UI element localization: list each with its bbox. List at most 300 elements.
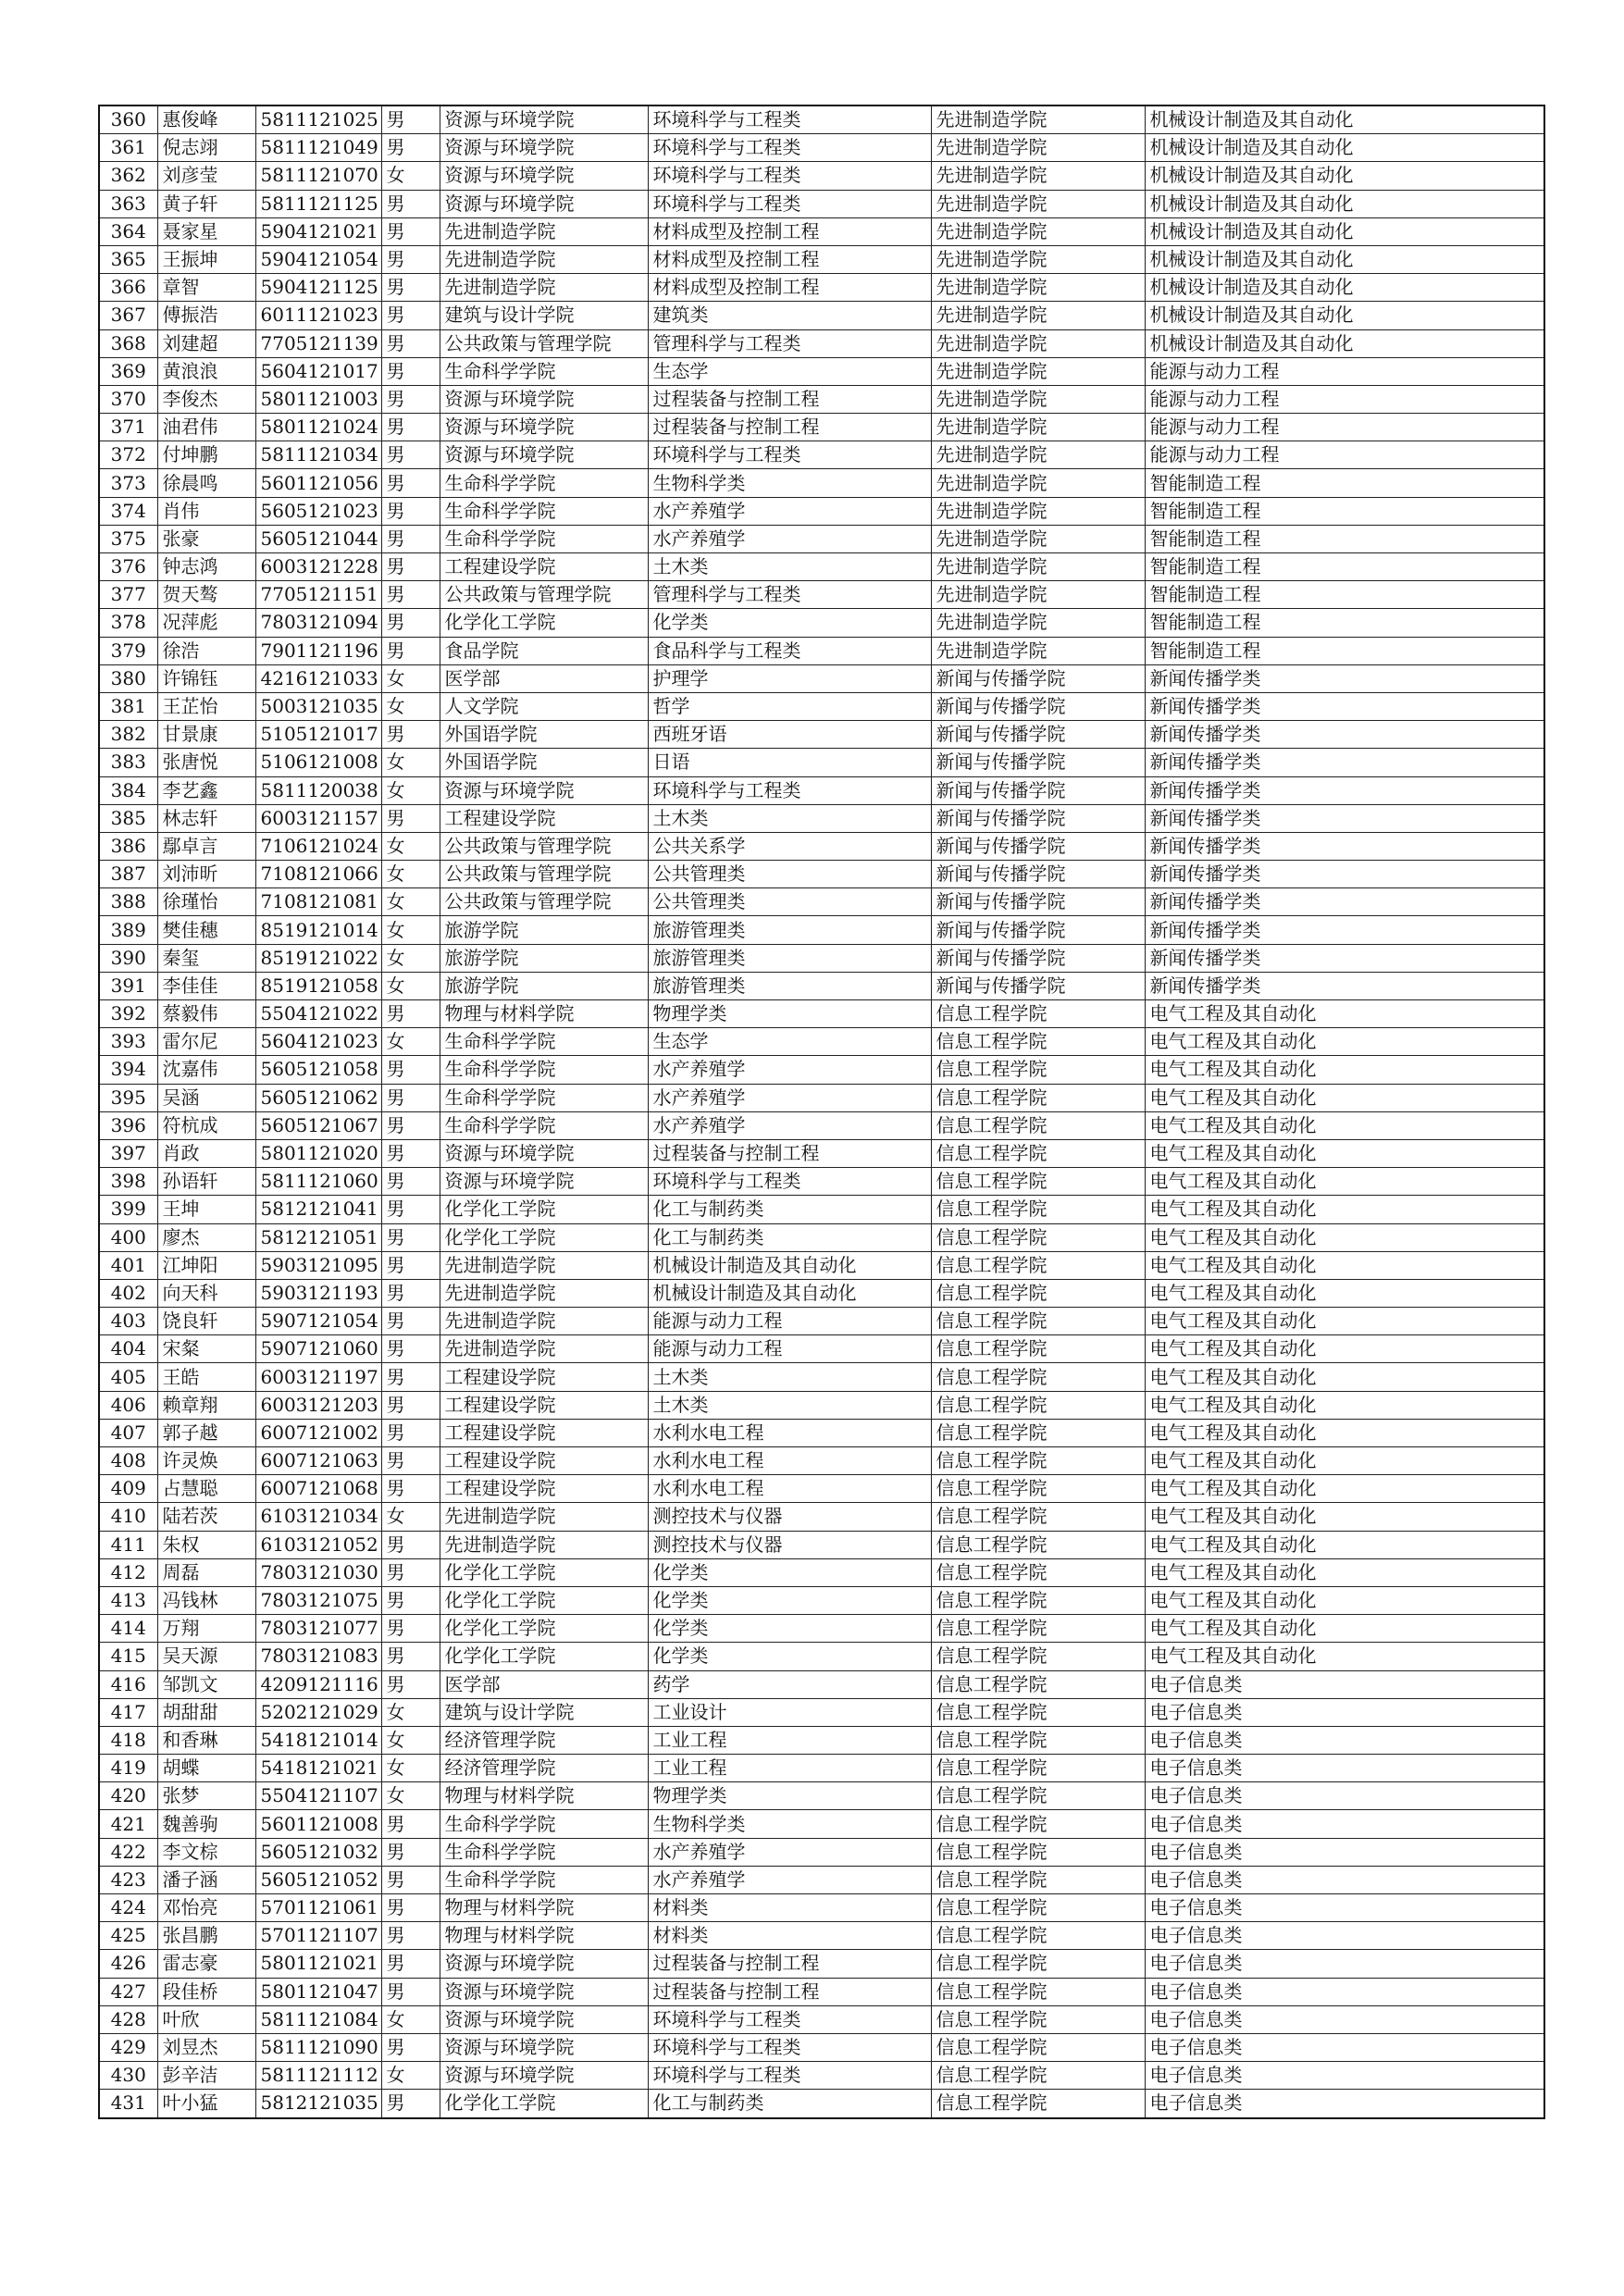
table-row <box>99 972 1544 999</box>
gender-cell: 女 <box>381 1782 440 1810</box>
table-row <box>99 497 1544 525</box>
target-college-cell: 信息工程学院 <box>931 1251 1145 1279</box>
original-major-cell: 哲学 <box>648 692 931 720</box>
gender-cell: 女 <box>381 1726 440 1754</box>
original-college-cell: 生命科学学院 <box>440 1111 648 1139</box>
student-id-cell: 5811121049 <box>255 134 381 162</box>
target-major-cell: 新闻传播学类 <box>1145 888 1544 916</box>
target-college-cell: 信息工程学院 <box>931 1726 1145 1754</box>
original-college-cell: 先进制造学院 <box>440 217 648 245</box>
student-id-cell: 8519121058 <box>255 972 381 999</box>
table-row <box>99 1615 1544 1643</box>
original-college-cell: 资源与环境学院 <box>440 134 648 162</box>
gender-cell: 男 <box>381 1838 440 1866</box>
original-major-cell: 水利水电工程 <box>648 1447 931 1475</box>
target-major-cell: 电气工程及其自动化 <box>1145 1391 1544 1419</box>
target-major-cell: 电气工程及其自动化 <box>1145 1279 1544 1307</box>
student-id-cell: 5605121067 <box>255 1111 381 1139</box>
original-major-cell: 土木类 <box>648 804 931 832</box>
target-major-cell: 电子信息类 <box>1145 1755 1544 1782</box>
target-college-cell: 新闻与传播学院 <box>931 776 1145 804</box>
target-major-cell: 电子信息类 <box>1145 1698 1544 1726</box>
target-college-cell: 先进制造学院 <box>931 134 1145 162</box>
student-id-cell: 5418121021 <box>255 1755 381 1782</box>
target-college-cell: 信息工程学院 <box>931 1279 1145 1307</box>
gender-cell: 男 <box>381 245 440 273</box>
original-college-cell: 生命科学学院 <box>440 1056 648 1084</box>
row-number-cell: 424 <box>99 1894 157 1922</box>
student-name-cell: 王皓 <box>157 1363 255 1391</box>
table-row <box>99 2062 1544 2090</box>
target-college-cell: 信息工程学院 <box>931 1111 1145 1139</box>
table-row <box>99 1447 1544 1475</box>
gender-cell: 男 <box>381 1084 440 1111</box>
student-id-cell: 6007121063 <box>255 1447 381 1475</box>
table-row <box>99 749 1544 776</box>
original-college-cell: 工程建设学院 <box>440 1447 648 1475</box>
table-row <box>99 861 1544 888</box>
table-row <box>99 105 1544 134</box>
student-name-cell: 吴涵 <box>157 1084 255 1111</box>
row-number-cell: 405 <box>99 1363 157 1391</box>
row-number-cell: 403 <box>99 1308 157 1335</box>
original-major-cell: 工业工程 <box>648 1726 931 1754</box>
student-id-cell: 7705121139 <box>255 329 381 357</box>
gender-cell: 男 <box>381 190 440 217</box>
student-name-cell: 邹凯文 <box>157 1670 255 1698</box>
gender-cell: 女 <box>381 692 440 720</box>
target-college-cell: 新闻与传播学院 <box>931 664 1145 692</box>
gender-cell: 男 <box>381 1558 440 1586</box>
table-row <box>99 1670 1544 1698</box>
table-row <box>99 245 1544 273</box>
row-number-cell: 364 <box>99 217 157 245</box>
row-number-cell: 415 <box>99 1643 157 1670</box>
target-college-cell: 信息工程学院 <box>931 1503 1145 1531</box>
student-id-cell: 6003121157 <box>255 804 381 832</box>
table-row <box>99 1475 1544 1503</box>
original-college-cell: 生命科学学院 <box>440 1810 648 1838</box>
original-college-cell: 食品学院 <box>440 637 648 664</box>
original-major-cell: 西班牙语 <box>648 721 931 749</box>
target-major-cell: 机械设计制造及其自动化 <box>1145 105 1544 134</box>
target-college-cell: 先进制造学院 <box>931 217 1145 245</box>
target-major-cell: 电子信息类 <box>1145 1670 1544 1698</box>
target-major-cell: 电子信息类 <box>1145 2033 1544 2061</box>
target-major-cell: 能源与动力工程 <box>1145 357 1544 385</box>
row-number-cell: 408 <box>99 1447 157 1475</box>
student-id-cell: 5801121047 <box>255 1978 381 2005</box>
gender-cell: 女 <box>381 776 440 804</box>
table-body <box>99 105 1544 2118</box>
row-number-cell: 361 <box>99 134 157 162</box>
student-id-cell: 7803121077 <box>255 1615 381 1643</box>
student-id-cell: 7901121196 <box>255 637 381 664</box>
target-college-cell: 信息工程学院 <box>931 1475 1145 1503</box>
gender-cell: 女 <box>381 2062 440 2090</box>
student-name-cell: 肖伟 <box>157 497 255 525</box>
original-college-cell: 生命科学学院 <box>440 357 648 385</box>
target-major-cell: 机械设计制造及其自动化 <box>1145 302 1544 329</box>
row-number-cell: 407 <box>99 1419 157 1446</box>
target-college-cell: 信息工程学院 <box>931 1419 1145 1446</box>
original-college-cell: 资源与环境学院 <box>440 1950 648 1978</box>
target-major-cell: 电气工程及其自动化 <box>1145 1503 1544 1531</box>
original-major-cell: 过程装备与控制工程 <box>648 385 931 413</box>
target-major-cell: 电气工程及其自动化 <box>1145 1056 1544 1084</box>
original-college-cell: 资源与环境学院 <box>440 441 648 469</box>
student-name-cell: 朱权 <box>157 1531 255 1558</box>
original-major-cell: 环境科学与工程类 <box>648 105 931 134</box>
original-major-cell: 水产养殖学 <box>648 1111 931 1139</box>
table-row <box>99 1838 1544 1866</box>
row-number-cell: 371 <box>99 414 157 441</box>
original-major-cell: 生态学 <box>648 357 931 385</box>
student-id-cell: 5904121054 <box>255 245 381 273</box>
target-college-cell: 先进制造学院 <box>931 162 1145 190</box>
original-college-cell: 物理与材料学院 <box>440 1782 648 1810</box>
student-name-cell: 叶小猛 <box>157 2090 255 2118</box>
table-row <box>99 385 1544 413</box>
original-major-cell: 生物科学类 <box>648 469 931 497</box>
student-id-cell: 5811121125 <box>255 190 381 217</box>
target-college-cell: 先进制造学院 <box>931 245 1145 273</box>
original-major-cell: 环境科学与工程类 <box>648 1168 931 1196</box>
target-college-cell: 信息工程学院 <box>931 1950 1145 1978</box>
table-row <box>99 832 1544 860</box>
original-college-cell: 建筑与设计学院 <box>440 1698 648 1726</box>
row-number-cell: 421 <box>99 1810 157 1838</box>
original-college-cell: 医学部 <box>440 664 648 692</box>
gender-cell: 男 <box>381 1196 440 1223</box>
student-id-cell: 7803121083 <box>255 1643 381 1670</box>
target-college-cell: 信息工程学院 <box>931 1838 1145 1866</box>
student-id-cell: 5801121021 <box>255 1950 381 1978</box>
original-college-cell: 资源与环境学院 <box>440 190 648 217</box>
gender-cell: 男 <box>381 1335 440 1363</box>
student-id-cell: 6003121228 <box>255 553 381 581</box>
table-row <box>99 1643 1544 1670</box>
target-major-cell: 新闻传播学类 <box>1145 721 1544 749</box>
table-row <box>99 1950 1544 1978</box>
gender-cell: 男 <box>381 1447 440 1475</box>
row-number-cell: 377 <box>99 581 157 609</box>
target-major-cell: 新闻传播学类 <box>1145 692 1544 720</box>
student-id-cell: 5202121029 <box>255 1698 381 1726</box>
original-major-cell: 公共关系学 <box>648 832 931 860</box>
student-name-cell: 林志轩 <box>157 804 255 832</box>
original-major-cell: 水产养殖学 <box>648 497 931 525</box>
original-major-cell: 过程装备与控制工程 <box>648 414 931 441</box>
original-college-cell: 先进制造学院 <box>440 1531 648 1558</box>
student-id-cell: 5812121041 <box>255 1196 381 1223</box>
original-college-cell: 外国语学院 <box>440 749 648 776</box>
original-major-cell: 能源与动力工程 <box>648 1308 931 1335</box>
target-major-cell: 新闻传播学类 <box>1145 916 1544 944</box>
original-college-cell: 资源与环境学院 <box>440 162 648 190</box>
target-college-cell: 信息工程学院 <box>931 1558 1145 1586</box>
target-college-cell: 信息工程学院 <box>931 1615 1145 1643</box>
target-major-cell: 电子信息类 <box>1145 1726 1544 1754</box>
student-id-cell: 5701121061 <box>255 1894 381 1922</box>
original-college-cell: 化学化工学院 <box>440 1196 648 1223</box>
original-college-cell: 建筑与设计学院 <box>440 302 648 329</box>
gender-cell: 男 <box>381 274 440 302</box>
student-name-cell: 陆若茨 <box>157 1503 255 1531</box>
original-college-cell: 先进制造学院 <box>440 1308 648 1335</box>
row-number-cell: 378 <box>99 609 157 637</box>
target-major-cell: 电气工程及其自动化 <box>1145 1251 1544 1279</box>
original-college-cell: 公共政策与管理学院 <box>440 581 648 609</box>
student-name-cell: 江坤阳 <box>157 1251 255 1279</box>
target-major-cell: 机械设计制造及其自动化 <box>1145 134 1544 162</box>
target-major-cell: 电气工程及其自动化 <box>1145 1168 1544 1196</box>
original-college-cell: 化学化工学院 <box>440 1643 648 1670</box>
gender-cell: 男 <box>381 1223 440 1251</box>
student-name-cell: 刘建超 <box>157 329 255 357</box>
table-row <box>99 274 1544 302</box>
student-id-cell: 5701121107 <box>255 1922 381 1950</box>
target-college-cell: 信息工程学院 <box>931 1810 1145 1838</box>
student-name-cell: 贺天骜 <box>157 581 255 609</box>
original-major-cell: 过程装备与控制工程 <box>648 1139 931 1167</box>
target-major-cell: 能源与动力工程 <box>1145 441 1544 469</box>
target-major-cell: 机械设计制造及其自动化 <box>1145 217 1544 245</box>
student-name-cell: 饶良轩 <box>157 1308 255 1335</box>
row-number-cell: 366 <box>99 274 157 302</box>
original-major-cell: 化学类 <box>648 1615 931 1643</box>
target-college-cell: 先进制造学院 <box>931 637 1145 664</box>
target-major-cell: 电子信息类 <box>1145 2090 1544 2118</box>
gender-cell: 女 <box>381 1755 440 1782</box>
student-id-cell: 5801121024 <box>255 414 381 441</box>
original-major-cell: 环境科学与工程类 <box>648 134 931 162</box>
gender-cell: 男 <box>381 1419 440 1446</box>
target-major-cell: 新闻传播学类 <box>1145 664 1544 692</box>
row-number-cell: 399 <box>99 1196 157 1223</box>
row-number-cell: 420 <box>99 1782 157 1810</box>
student-id-cell: 7108121081 <box>255 888 381 916</box>
original-major-cell: 环境科学与工程类 <box>648 2033 931 2061</box>
table-row <box>99 2005 1544 2033</box>
target-college-cell: 信息工程学院 <box>931 1084 1145 1111</box>
target-major-cell: 电气工程及其自动化 <box>1145 1447 1544 1475</box>
gender-cell: 男 <box>381 1308 440 1335</box>
student-name-cell: 沈嘉伟 <box>157 1056 255 1084</box>
original-major-cell: 水产养殖学 <box>648 1866 931 1893</box>
student-id-cell: 5605121062 <box>255 1084 381 1111</box>
row-number-cell: 395 <box>99 1084 157 1111</box>
original-major-cell: 生态学 <box>648 1028 931 1056</box>
gender-cell: 女 <box>381 664 440 692</box>
gender-cell: 男 <box>381 2033 440 2061</box>
gender-cell: 男 <box>381 2090 440 2118</box>
row-number-cell: 411 <box>99 1531 157 1558</box>
student-name-cell: 向天科 <box>157 1279 255 1307</box>
original-college-cell: 先进制造学院 <box>440 1279 648 1307</box>
student-name-cell: 胡甜甜 <box>157 1698 255 1726</box>
original-major-cell: 材料成型及控制工程 <box>648 245 931 273</box>
table-row <box>99 1894 1544 1922</box>
student-id-cell: 5604121017 <box>255 357 381 385</box>
original-college-cell: 化学化工学院 <box>440 1223 648 1251</box>
student-id-cell: 6011121023 <box>255 302 381 329</box>
student-name-cell: 孙语轩 <box>157 1168 255 1196</box>
gender-cell: 女 <box>381 916 440 944</box>
table-row <box>99 916 1544 944</box>
row-number-cell: 414 <box>99 1615 157 1643</box>
target-college-cell: 新闻与传播学院 <box>931 888 1145 916</box>
table-row <box>99 329 1544 357</box>
student-name-cell: 胡蝶 <box>157 1755 255 1782</box>
target-major-cell: 智能制造工程 <box>1145 581 1544 609</box>
student-name-cell: 邓怡亮 <box>157 1894 255 1922</box>
row-number-cell: 381 <box>99 692 157 720</box>
original-major-cell: 物理学类 <box>648 1782 931 1810</box>
student-id-cell: 7803121075 <box>255 1586 381 1614</box>
table-row <box>99 2033 1544 2061</box>
table-row <box>99 1558 1544 1586</box>
target-major-cell: 电子信息类 <box>1145 2062 1544 2090</box>
student-id-cell: 5811121070 <box>255 162 381 190</box>
target-major-cell: 电气工程及其自动化 <box>1145 1000 1544 1028</box>
original-major-cell: 旅游管理类 <box>648 944 931 972</box>
original-major-cell: 化学类 <box>648 609 931 637</box>
student-name-cell: 倪志翊 <box>157 134 255 162</box>
row-number-cell: 413 <box>99 1586 157 1614</box>
target-major-cell: 电气工程及其自动化 <box>1145 1111 1544 1139</box>
target-major-cell: 新闻传播学类 <box>1145 804 1544 832</box>
gender-cell: 女 <box>381 861 440 888</box>
table-row <box>99 804 1544 832</box>
target-major-cell: 电气工程及其自动化 <box>1145 1363 1544 1391</box>
row-number-cell: 382 <box>99 721 157 749</box>
student-name-cell: 段佳桥 <box>157 1978 255 2005</box>
row-number-cell: 376 <box>99 553 157 581</box>
row-number-cell: 428 <box>99 2005 157 2033</box>
target-major-cell: 机械设计制造及其自动化 <box>1145 162 1544 190</box>
row-number-cell: 427 <box>99 1978 157 2005</box>
target-college-cell: 信息工程学院 <box>931 1978 1145 2005</box>
original-college-cell: 资源与环境学院 <box>440 1978 648 2005</box>
table-row <box>99 1782 1544 1810</box>
original-college-cell: 公共政策与管理学院 <box>440 832 648 860</box>
student-id-cell: 5801121020 <box>255 1139 381 1167</box>
target-major-cell: 电气工程及其自动化 <box>1145 1558 1544 1586</box>
original-major-cell: 水产养殖学 <box>648 1084 931 1111</box>
row-number-cell: 423 <box>99 1866 157 1893</box>
original-college-cell: 生命科学学院 <box>440 469 648 497</box>
table-row <box>99 134 1544 162</box>
original-college-cell: 医学部 <box>440 1670 648 1698</box>
target-college-cell: 信息工程学院 <box>931 1196 1145 1223</box>
target-major-cell: 电子信息类 <box>1145 1782 1544 1810</box>
table-row <box>99 302 1544 329</box>
table-row <box>99 609 1544 637</box>
table-row <box>99 1111 1544 1139</box>
row-number-cell: 383 <box>99 749 157 776</box>
original-major-cell: 化工与制药类 <box>648 1223 931 1251</box>
student-id-cell: 6003121203 <box>255 1391 381 1419</box>
row-number-cell: 400 <box>99 1223 157 1251</box>
original-major-cell: 水利水电工程 <box>648 1419 931 1446</box>
gender-cell: 男 <box>381 329 440 357</box>
gender-cell: 男 <box>381 1810 440 1838</box>
target-college-cell: 信息工程学院 <box>931 1922 1145 1950</box>
row-number-cell: 402 <box>99 1279 157 1307</box>
row-number-cell: 429 <box>99 2033 157 2061</box>
student-name-cell: 冯钱林 <box>157 1586 255 1614</box>
gender-cell: 男 <box>381 1978 440 2005</box>
table-row <box>99 1810 1544 1838</box>
table-row <box>99 1308 1544 1335</box>
student-name-cell: 李佳佳 <box>157 972 255 999</box>
original-college-cell: 公共政策与管理学院 <box>440 861 648 888</box>
original-major-cell: 化学类 <box>648 1558 931 1586</box>
original-college-cell: 化学化工学院 <box>440 1558 648 1586</box>
target-major-cell: 电子信息类 <box>1145 1838 1544 1866</box>
original-college-cell: 生命科学学院 <box>440 497 648 525</box>
target-major-cell: 电气工程及其自动化 <box>1145 1586 1544 1614</box>
student-id-cell: 5605121052 <box>255 1866 381 1893</box>
original-major-cell: 机械设计制造及其自动化 <box>648 1279 931 1307</box>
original-major-cell: 水产养殖学 <box>648 1056 931 1084</box>
target-college-cell: 信息工程学院 <box>931 1223 1145 1251</box>
target-college-cell: 新闻与传播学院 <box>931 972 1145 999</box>
student-name-cell: 符杭成 <box>157 1111 255 1139</box>
row-number-cell: 370 <box>99 385 157 413</box>
row-number-cell: 387 <box>99 861 157 888</box>
student-id-cell: 5605121044 <box>255 525 381 552</box>
target-major-cell: 智能制造工程 <box>1145 553 1544 581</box>
original-major-cell: 测控技术与仪器 <box>648 1503 931 1531</box>
original-major-cell: 水利水电工程 <box>648 1475 931 1503</box>
row-number-cell: 398 <box>99 1168 157 1196</box>
original-major-cell: 机械设计制造及其自动化 <box>648 1251 931 1279</box>
gender-cell: 男 <box>381 357 440 385</box>
original-major-cell: 材料成型及控制工程 <box>648 274 931 302</box>
original-major-cell: 日语 <box>648 749 931 776</box>
student-id-cell: 6007121002 <box>255 1419 381 1446</box>
table-row <box>99 692 1544 720</box>
row-number-cell: 417 <box>99 1698 157 1726</box>
student-name-cell: 郭子越 <box>157 1419 255 1446</box>
gender-cell: 男 <box>381 637 440 664</box>
original-college-cell: 生命科学学院 <box>440 1866 648 1893</box>
student-id-cell: 5106121008 <box>255 749 381 776</box>
student-name-cell: 李文棕 <box>157 1838 255 1866</box>
target-major-cell: 电子信息类 <box>1145 2005 1544 2033</box>
original-college-cell: 生命科学学院 <box>440 1838 648 1866</box>
original-college-cell: 旅游学院 <box>440 972 648 999</box>
original-college-cell: 物理与材料学院 <box>440 1000 648 1028</box>
table-row <box>99 581 1544 609</box>
gender-cell: 女 <box>381 944 440 972</box>
gender-cell: 男 <box>381 1922 440 1950</box>
row-number-cell: 419 <box>99 1755 157 1782</box>
original-college-cell: 资源与环境学院 <box>440 776 648 804</box>
student-name-cell: 徐瑾怡 <box>157 888 255 916</box>
target-major-cell: 电子信息类 <box>1145 1810 1544 1838</box>
original-major-cell: 旅游管理类 <box>648 972 931 999</box>
row-number-cell: 392 <box>99 1000 157 1028</box>
table-row <box>99 721 1544 749</box>
student-name-cell: 樊佳穗 <box>157 916 255 944</box>
target-college-cell: 新闻与传播学院 <box>931 804 1145 832</box>
target-college-cell: 先进制造学院 <box>931 441 1145 469</box>
target-college-cell: 信息工程学院 <box>931 1308 1145 1335</box>
original-major-cell: 能源与动力工程 <box>648 1335 931 1363</box>
